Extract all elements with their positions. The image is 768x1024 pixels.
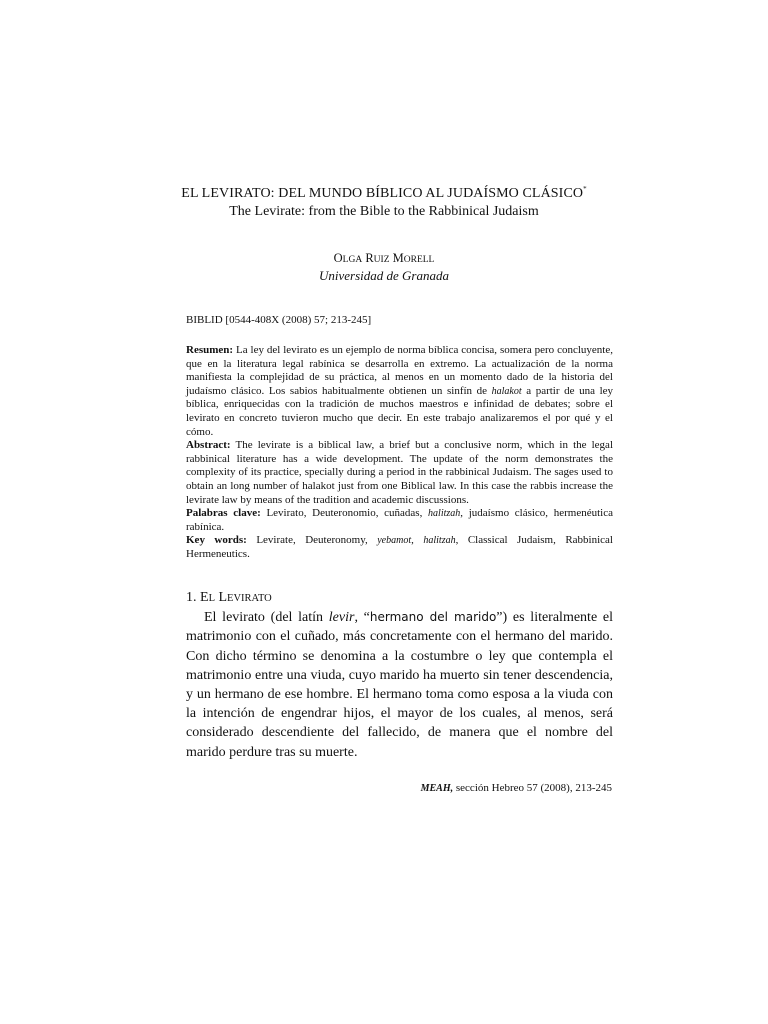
- body-text-2: , “: [354, 610, 370, 626]
- title-spanish: [0, 180, 768, 203]
- biblid-reference: BIBLID [0544-408X (2008) 57; 213-245]: [186, 314, 372, 326]
- heading-rest-1: L: [208, 593, 215, 604]
- resumen-text-2: a partir de una ley bíblica, enriquecidas con la tradición de muchos maestros e infinidad de debates; sobre el levirato en concreto tuvieron mucho que decir. En este trabajo analizaremos el por qué y el cómo.: [186, 384, 614, 438]
- keywords-term-2: halitzah: [423, 535, 456, 547]
- palabras-term: halitzah: [428, 508, 461, 520]
- journal-abbrev: MEAH,: [420, 783, 454, 794]
- author-name: [0, 250, 768, 268]
- keywords-sep: ,: [411, 534, 424, 547]
- body-text-1: El levirato (del latín: [204, 610, 329, 626]
- resumen-paragraph: [186, 344, 613, 439]
- heading-rest-2: EVIRATO: [227, 593, 272, 604]
- abstract-label: Abstract:: [186, 439, 231, 452]
- heading-initial-1: E: [200, 590, 209, 605]
- author-first-rest: LGA: [342, 255, 363, 265]
- key-words-paragraph: [186, 534, 613, 561]
- abstracts-block: [186, 344, 613, 562]
- palabras-text-2: , judaísmo clásico, hermenéutica rabínica.: [186, 507, 613, 533]
- author-block: [0, 250, 768, 284]
- resumen-term: halakot: [491, 385, 522, 397]
- abstract-paragraph: [186, 439, 613, 507]
- keywords-text-1: Levirate, Deuteronomy,: [246, 534, 378, 547]
- footnote-mark[interactable]: *: [583, 185, 587, 193]
- key-words-label: Key words:: [186, 534, 247, 547]
- palabras-clave-label: Palabras clave:: [186, 507, 261, 520]
- page-footer: [421, 782, 612, 794]
- author-middle-initial: R: [365, 251, 374, 265]
- quoted-definition: hermano del marido: [369, 610, 497, 625]
- abstract-text: The levirate is a biblical law, a brief but a conclusive norm, which in the legal rabbinical literature has a wide development. The update of the norm demonstrates the complexity of its practice, specially during a period in the rabbinical Judaism. The sages used to obtain an long number of halakot just from one Biblical law. In this case the rabbis increase the levirate law by means of the tradition and academic discussions.: [186, 439, 613, 506]
- heading-initial-2: L: [218, 590, 228, 605]
- title-block: [0, 180, 768, 221]
- footer-citation: sección Hebreo 57 (2008), 213-245: [453, 782, 612, 794]
- keywords-text-2: , Classical Judaism, Rabbinical Hermeneutics.: [186, 534, 613, 560]
- palabras-text-1: Levirato, Deuteronomio, cuñadas,: [260, 507, 429, 520]
- resumen-label: Resumen:: [186, 344, 234, 356]
- section-heading: [186, 588, 613, 608]
- author-last-initial: M: [392, 251, 404, 265]
- author-last-rest: ORELL: [403, 255, 435, 265]
- resumen-text-1: La ley del levirato es un ejemplo de norma bíblica concisa, somera pero concluyente, que en la literatura legal rabínica se desarrolla en extremo. La actualización de la norma manifiesta la complejidad de su práctica, al menos en un momento dado de la historia del judaísmo clásico. Los sabios habitualmente obtienen un sinfín de: [186, 344, 613, 397]
- section-1: [186, 588, 613, 762]
- title-spanish-text: EL LEVIRATO: DEL MUNDO BÍBLICO AL JUDAÍSMO CLÁSICO: [181, 186, 584, 201]
- author-middle-rest: UIZ: [373, 255, 390, 265]
- palabras-clave-paragraph: [186, 507, 613, 534]
- author-affiliation: Universidad de Granada: [319, 268, 449, 283]
- section-number: 1.: [186, 590, 200, 605]
- latin-term: levir: [328, 610, 355, 626]
- section-paragraph: [186, 608, 613, 762]
- author-first-initial: O: [333, 251, 343, 265]
- keywords-term-1: yebamot: [377, 535, 412, 547]
- title-english: The Levirate: from the Bible to the Rabbinical Judaism: [229, 204, 539, 219]
- body-text-3: ”) es literalmente el matrimonio con el cuñado, más concretamente con el hermano del marido. Con dicho término se denomina a la costumbre o ley que contempla el matrimonio entre una viuda, cuyo marido ha muerto sin tener descendencia, y un hermano de ese hombre. El hermano toma como esposa a la viuda con la intención de engendrar hijos, el mayor de los cuales, al menos, será considerado descendiente del fallecido, de manera que el nombre del marido perdure tras su muerte.: [186, 610, 613, 760]
